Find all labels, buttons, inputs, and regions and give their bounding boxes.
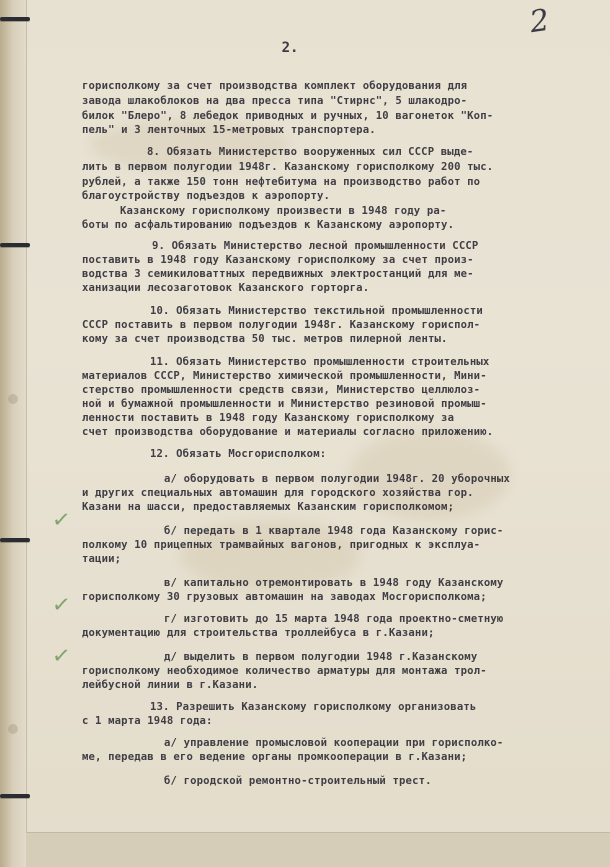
text-line: материалов СССР, Министерство химической промышленности, Мини-	[82, 370, 487, 382]
underlying-sheet-edge	[26, 832, 610, 867]
text-line: б/ городской ремонтно-строительный трест.	[164, 775, 432, 787]
text-line: документацию для строительства троллейбуса в г.Казани;	[82, 627, 435, 639]
text-line: г/ изготовить до 15 марта 1948 года проектно-сметную	[164, 613, 504, 625]
text-line: 10. Обязать Министерство текстильной промышленности	[150, 305, 483, 317]
page-number: 2.	[281, 40, 299, 56]
text-line: 9. Обязать Министерство лесной промышленности СССР	[152, 240, 479, 252]
text-line: с 1 марта 1948 года:	[82, 715, 213, 727]
text-line: горисполкому необходимое количество арматуры для монтажа трол-	[82, 665, 487, 677]
text-line: Казани на шасси, предоставляемых Казанским горисполкомом;	[82, 501, 455, 513]
text-line: билок "Блеро", 8 лебедок приводных и ручных, 10 вагонеток "Коп-	[82, 110, 494, 122]
text-line: ленности поставить в 1948 году Казанскому горисполкому за	[82, 412, 455, 424]
text-line: ханизации лесозаготовок Казанского горторга.	[82, 282, 370, 294]
staple	[0, 17, 30, 21]
text-line: б/ передать в 1 квартале 1948 года Казанскому горис-	[164, 525, 504, 537]
text-line: 13. Разрешить Казанскому горисполкому организовать	[150, 701, 477, 713]
binding-spine	[0, 0, 27, 867]
text-line: водства 3 семикиловаттных передвижных электростанций для ме-	[82, 268, 474, 280]
punch-hole	[8, 394, 18, 404]
text-line: боты по асфальтированию подъездов к Казанскому аэропорту.	[82, 219, 455, 231]
text-line: рублей, а также 150 тонн нефтебитума на производство работ по	[82, 176, 481, 188]
text-line: а/ оборудовать в первом полугодии 1948г. 20 уборочных	[164, 473, 510, 485]
text-line: горисполкому за счет производства комплект оборудования для	[82, 80, 468, 92]
text-line: Казанскому горисполкому произвести в 1948 году ра-	[120, 205, 447, 217]
text-line: горисполкому 30 грузовых автомашин на заводах Мосгорисполкома;	[82, 591, 487, 603]
text-line: благоустройству подъездов к аэропорту.	[82, 190, 331, 202]
punch-hole	[8, 724, 18, 734]
staple	[0, 243, 30, 247]
text-line: ной и бумажной промышленности и Министерство резиновой промыш-	[82, 398, 487, 410]
text-line: стерство промышленности средств связи, Министерство целлюлоз-	[82, 384, 481, 396]
check-mark-icon: ✓	[50, 592, 72, 619]
staple	[0, 794, 30, 798]
text-line: поставить в 1948 году Казанскому горисполкому за счет произ-	[82, 254, 474, 266]
text-line: лить в первом полугодии 1948г. Казанскому горисполкому 200 тыс.	[82, 161, 494, 173]
check-mark-icon: ✓	[50, 507, 72, 534]
text-line: полкому 10 прицепных трамвайных вагонов, пригодных к эксплуа-	[82, 539, 481, 551]
text-line: 11. Обязать Министерство промышленности строительных	[150, 356, 490, 368]
text-line: в/ капитально отремонтировать в 1948 году Казанскому	[164, 577, 504, 589]
text-line: а/ управление промысловой кооперации при горисполко-	[164, 737, 504, 749]
text-line: кому за счет производства 50 тыс. метров пилерной ленты.	[82, 333, 448, 345]
text-line: 12. Обязать Мосгорисполком:	[150, 448, 327, 460]
text-line: ме, передав в его ведение органы промкооперации в г.Казани;	[82, 751, 468, 763]
text-line: лейбусной линии в г.Казани.	[82, 679, 259, 691]
text-line: счет производства оборудование и материалы согласно приложению.	[82, 426, 494, 438]
staple	[0, 538, 30, 542]
handwritten-page-number: 2	[527, 2, 552, 41]
text-line: д/ выделить в первом полугодии 1948 г.Казанскому	[164, 651, 478, 663]
text-line: СССР поставить в первом полугодии 1948г. Казанскому гориспол-	[82, 319, 481, 331]
text-line: пель" и 3 ленточных 15-метровых транспортера.	[82, 124, 376, 136]
text-line: 8. Обязать Министерство вооруженных сил СССР выде-	[147, 146, 474, 158]
text-line: и других специальных автомашин для городского хозяйства гор.	[82, 487, 474, 499]
text-line: завода шлакоблоков на два пресса типа "Стирнс", 5 шлакодро-	[82, 95, 468, 107]
text-line: тации;	[82, 553, 122, 565]
check-mark-icon: ✓	[50, 643, 72, 670]
